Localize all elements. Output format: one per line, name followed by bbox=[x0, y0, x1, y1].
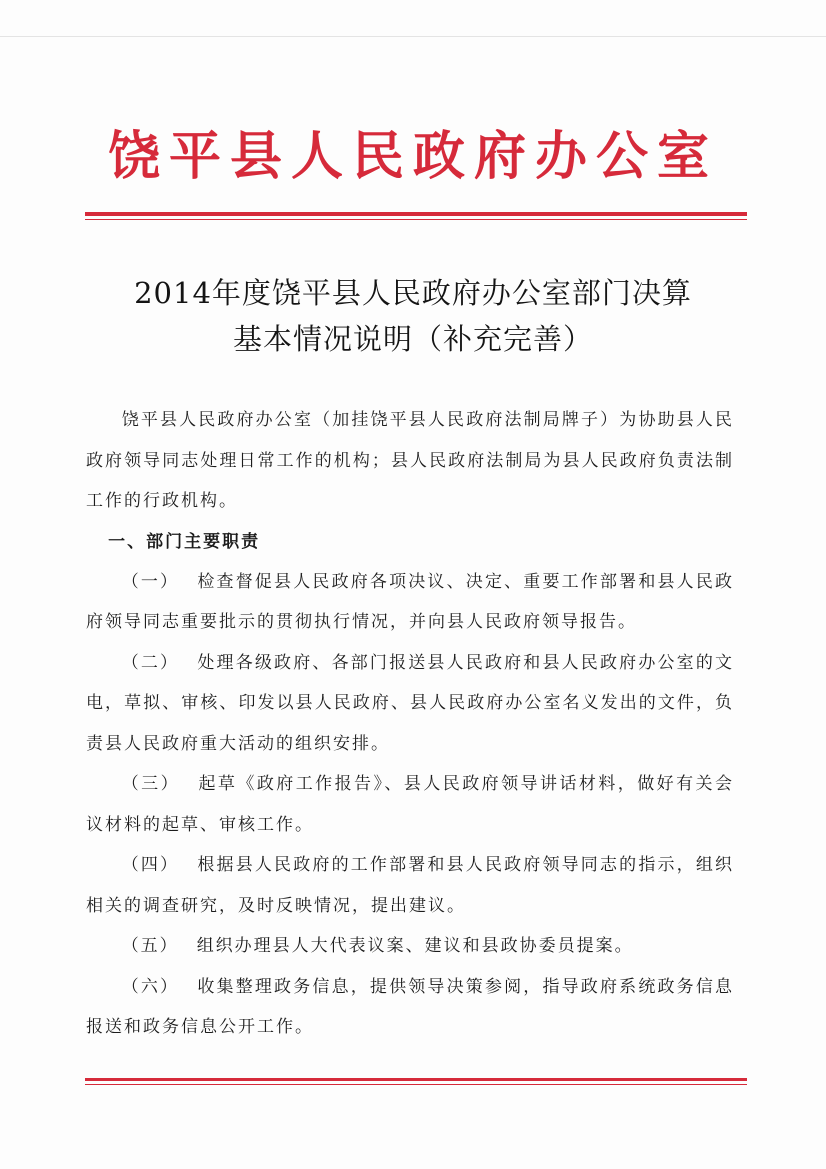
duty-text: 根据县人民政府的工作部署和县人民政府领导同志的指示，组织相关的调查研究，及时反映情况，提出建议。 bbox=[86, 855, 735, 916]
document-title-line1: 2014年度饶平县人民政府办公室部门决算 bbox=[134, 276, 692, 310]
section-heading-duties: 一、部门主要职责 bbox=[108, 531, 261, 552]
duty-text: 处理各级政府、各部门报送县人民政府和县人民政府办公室的文电，草拟、审核、印发以县人民政府、县人民政府办公室名义发出的文件，负责县人民政府重大活动的组织安排。 bbox=[86, 652, 735, 754]
duty-text: 组织办理县人大代表议案、建议和县政协委员提案。 bbox=[196, 936, 634, 956]
duty-number: （一） bbox=[121, 571, 180, 592]
masthead-rule-thin bbox=[85, 219, 747, 220]
duty-item bbox=[86, 764, 734, 845]
duty-item bbox=[86, 562, 734, 643]
duty-number: （五） bbox=[121, 936, 179, 956]
duty-text: 收集整理政务信息，提供领导决策参阅，指导政府系统政务信息报送和政务信息公开工作。 bbox=[86, 976, 735, 1037]
masthead-organization: 饶平县人民政府办公室 bbox=[107, 127, 718, 187]
document-title-line2: 基本情况说明（补充完善） bbox=[232, 322, 593, 356]
duty-text: 起草《政府工作报告》、县人民政府领导讲话材料，做好有关会议材料的起草、审核工作。 bbox=[86, 774, 735, 835]
masthead-rule-thick bbox=[85, 212, 747, 216]
duty-number: （三） bbox=[121, 774, 181, 794]
footer-rule-thick bbox=[85, 1078, 747, 1081]
duty-text: 检查督促县人民政府各项决议、决定、重要工作部署和县人民政府领导同志重要批示的贯彻执行情况，并向县人民政府领导报告。 bbox=[86, 571, 735, 632]
duty-item bbox=[86, 845, 734, 926]
document-title bbox=[0, 270, 826, 362]
document-body bbox=[86, 400, 734, 1048]
scan-edge-line bbox=[0, 36, 826, 37]
duty-item bbox=[86, 643, 734, 765]
duty-item bbox=[86, 967, 734, 1048]
intro-paragraph: 饶平县人民政府办公室（加挂饶平县人民政府法制局牌子）为协助县人民政府领导同志处理日常工作的机构；县人民政府法制局为县人民政府负责法制工作的行政机构。 bbox=[86, 410, 734, 511]
duty-item bbox=[86, 926, 734, 967]
duty-number: （四） bbox=[121, 855, 180, 875]
duty-number: （二） bbox=[121, 652, 180, 673]
footer-rule-thin bbox=[85, 1084, 747, 1085]
duty-number: （六） bbox=[121, 976, 180, 997]
